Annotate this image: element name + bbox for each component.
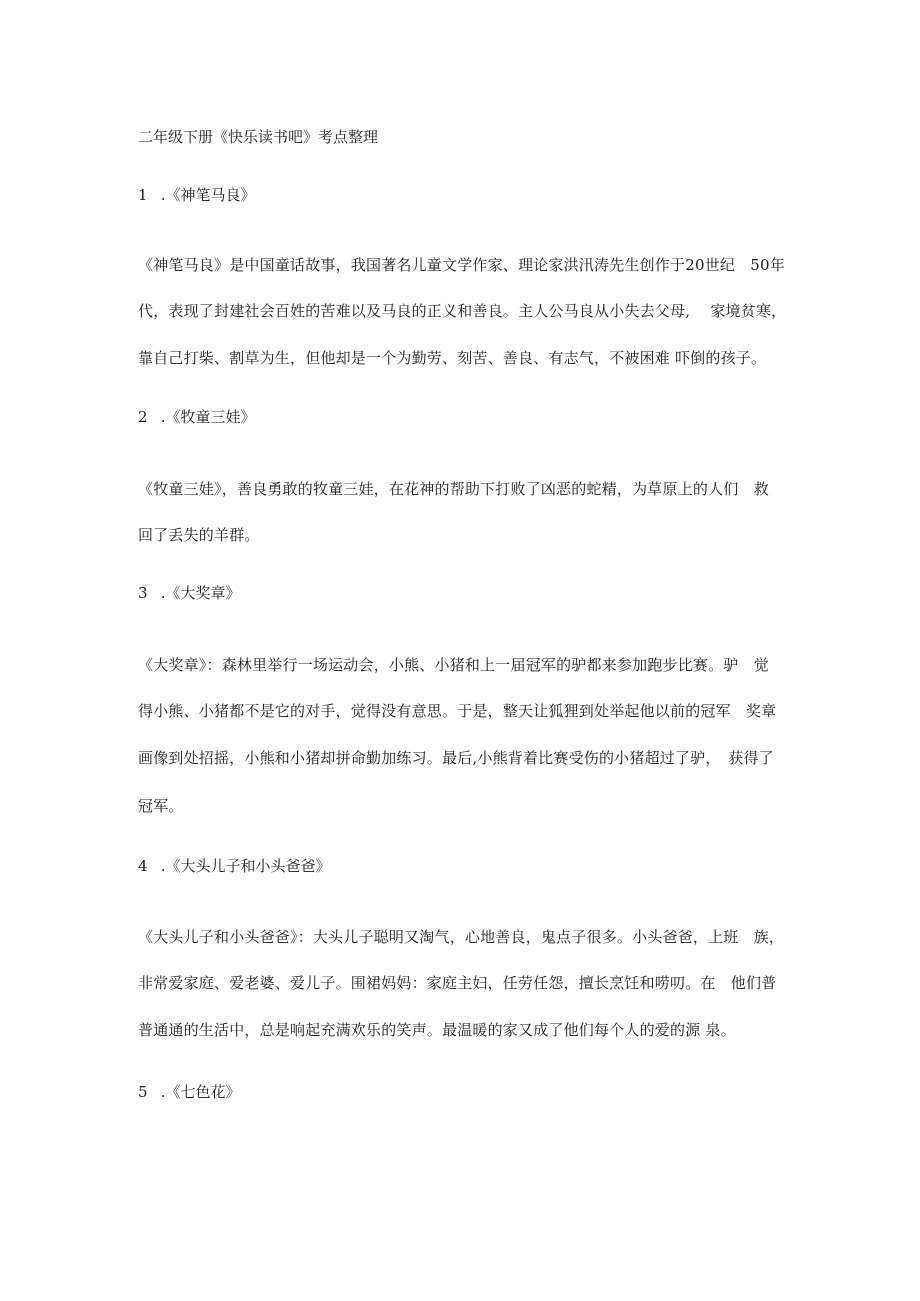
section-title: .《七色花》 (160, 1083, 241, 1101)
paragraph-line: 《大奖章》：森林里举行一场运动会，小熊、小猪和上一届冠军的驴都来参加跑步比赛。驴 觉 (138, 656, 769, 674)
paragraph-line: 得小熊、小猪都不是它的对手，觉得没有意思。于是，整天让狐狸到处举起他以前的冠军 奖章 (138, 702, 777, 720)
section-number: 4 (138, 857, 148, 875)
document-title: 二年级下册《快乐读书吧》考点整理 (138, 128, 379, 146)
paragraph-line: 《大头儿子和小头爸爸》：大头儿子聪明又淘气，心地善良，鬼点子很多。小头爸爸，上班 族， (138, 928, 785, 946)
section-number: 5 (138, 1083, 148, 1101)
section-heading (138, 185, 256, 205)
section-number: 3 (138, 584, 148, 602)
paragraph-line: 普通通的生活中，总是响起充满欢乐的笑声。最温暖的家又成了他们每个人的爱的源 泉。 (138, 1021, 736, 1039)
paragraph-line: 非常爱家庭、爱老婆、爱儿子。围裙妈妈：家庭主妇，任劳任怨，擅长烹饪和唠叨。在 他们普 (138, 974, 777, 992)
section-title: .《大头儿子和小头爸爸》 (160, 857, 331, 875)
paragraph-line: 回了丢失的羊群。 (138, 526, 260, 544)
section-heading (138, 407, 256, 427)
paragraph-line: 代，表现了封建社会百姓的苦难以及马良的正义和善良。主人公马良从小失去父母, 家境贫寒， (138, 302, 787, 320)
paragraph-line: 靠自己打柴、割草为生，但他却是一个为勤劳、刻苦、善良、有志气，不被困难 吓倒的孩子。 (138, 349, 767, 367)
section-title: .《神笔马良》 (160, 186, 256, 204)
paragraph-line: 冠军。 (138, 797, 184, 815)
paragraph-line: 《神笔马良》是中国童话故事，我国著名儿童文学作家、理论家洪汛涛先生创作于20世纪 50年 (138, 256, 785, 274)
section-number: 2 (138, 408, 148, 426)
section-heading (138, 856, 331, 876)
section-title: .《大奖章》 (160, 584, 241, 602)
paragraph-line: 《牧童三娃》，善良勇敢的牧童三娃，在花神的帮助下打败了凶恶的蛇精，为草原上的人们 救 (138, 480, 769, 498)
section-title: .《牧童三娃》 (160, 408, 256, 426)
paragraph-line: 画像到处招摇，小熊和小猪却拼命勤加练习。最后,小熊背着比赛受伤的小猪超过了驴， 获得了 (138, 749, 774, 767)
section-number: 1 (138, 186, 148, 204)
section-heading (138, 583, 241, 603)
section-heading (138, 1082, 241, 1102)
